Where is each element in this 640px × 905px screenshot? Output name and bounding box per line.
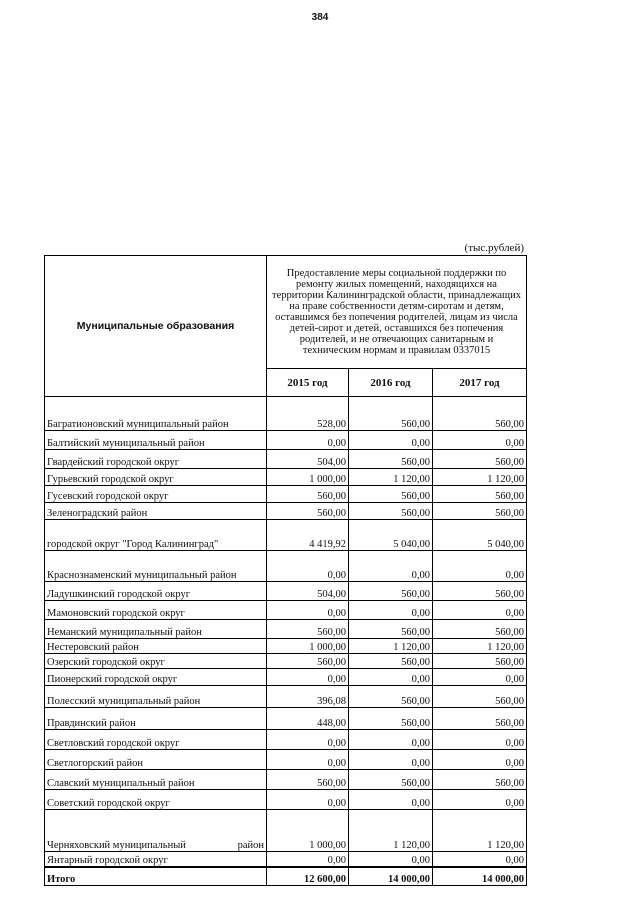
table-row — [45, 469, 527, 486]
value-2015: 448,00 — [267, 708, 349, 730]
total-label: Итого — [45, 867, 267, 886]
measure-column-header: Предоставление меры социальной поддержки по ремонту жилых помещений, находящихся на территории Калининградской области, принадлежащих на праве собственности детям-сиротам и детям, оставшимся без попечения родителей, лицам из числа детей-сирот и детей, оставшихся без попечения родителей, и не отвечающих санитарным и техническим нормам и правилам 0337015 — [267, 256, 527, 369]
table-row — [45, 582, 527, 601]
value-2017: 0,00 — [433, 790, 527, 810]
row-name: Советский городской округ — [45, 790, 267, 810]
value-2017: 1 120,00 — [433, 810, 527, 852]
year-2016-header: 2016 год — [349, 369, 433, 397]
row-name: Нестеровский район — [45, 639, 267, 654]
row-name: Балтийский муниципальный район — [45, 431, 267, 450]
row-name: Озерский городской округ — [45, 654, 267, 669]
value-2015: 560,00 — [267, 486, 349, 503]
page-number: 384 — [311, 12, 329, 23]
value-2015: 560,00 — [267, 770, 349, 790]
value-2017: 560,00 — [433, 686, 527, 708]
year-2015-header: 2015 год — [267, 369, 349, 397]
row-name: Правдинский район — [45, 708, 267, 730]
row-name: Мамоновский городской округ — [45, 601, 267, 620]
total-2017: 14 000,00 — [433, 867, 527, 886]
value-2017: 560,00 — [433, 450, 527, 469]
row-name: Янтарный городской округ — [45, 852, 267, 867]
table-row — [45, 639, 527, 654]
table-row — [45, 503, 527, 520]
value-2015: 396,08 — [267, 686, 349, 708]
table-row — [45, 620, 527, 639]
value-2016: 0,00 — [349, 750, 433, 770]
row-name — [45, 810, 267, 852]
value-2015: 0,00 — [267, 852, 349, 867]
row-name: Светловский городской округ — [45, 730, 267, 750]
value-2016: 0,00 — [349, 601, 433, 620]
value-2017: 560,00 — [433, 503, 527, 520]
value-2016: 0,00 — [349, 852, 433, 867]
value-2015: 1 000,00 — [267, 469, 349, 486]
table-row — [45, 708, 527, 730]
table-row — [45, 790, 527, 810]
value-2017: 0,00 — [433, 669, 527, 686]
value-2016: 560,00 — [349, 620, 433, 639]
table-row — [45, 551, 527, 582]
row-name: городской округ "Город Калининград" — [45, 520, 267, 551]
table-row — [45, 852, 527, 867]
row-name: Зеленоградский район — [45, 503, 267, 520]
row-name: Неманский муниципальный район — [45, 620, 267, 639]
value-2016: 560,00 — [349, 582, 433, 601]
table-row — [45, 750, 527, 770]
value-2017: 1 120,00 — [433, 469, 527, 486]
total-2015: 12 600,00 — [267, 867, 349, 886]
value-2016: 560,00 — [349, 770, 433, 790]
row-name: Полесский муниципальный район — [45, 686, 267, 708]
value-2016: 0,00 — [349, 790, 433, 810]
value-2016: 560,00 — [349, 450, 433, 469]
value-2017: 0,00 — [433, 431, 527, 450]
value-2015: 0,00 — [267, 601, 349, 620]
value-2015: 560,00 — [267, 503, 349, 520]
value-2015: 0,00 — [267, 431, 349, 450]
value-2016: 0,00 — [349, 431, 433, 450]
value-2017: 560,00 — [433, 708, 527, 730]
value-2015: 0,00 — [267, 551, 349, 582]
row-name-left: Черняховский муниципальный — [47, 840, 186, 851]
value-2015: 528,00 — [267, 397, 349, 431]
row-name-right: район — [237, 840, 264, 851]
value-2016: 560,00 — [349, 486, 433, 503]
table-row — [45, 431, 527, 450]
value-2016: 1 120,00 — [349, 469, 433, 486]
value-2017: 0,00 — [433, 551, 527, 582]
table-header-row — [45, 256, 527, 369]
row-name: Гвардейский городской округ — [45, 450, 267, 469]
value-2015: 0,00 — [267, 790, 349, 810]
value-2015: 504,00 — [267, 582, 349, 601]
row-name: Ладушкинский городской округ — [45, 582, 267, 601]
value-2017: 0,00 — [433, 730, 527, 750]
row-name: Славский муниципальный район — [45, 770, 267, 790]
value-2016: 1 120,00 — [349, 639, 433, 654]
table-row — [45, 669, 527, 686]
table-row — [45, 654, 527, 669]
table-row — [45, 686, 527, 708]
row-name: Багратионовский муниципальный район — [45, 397, 267, 431]
table-row — [45, 601, 527, 620]
value-2016: 560,00 — [349, 503, 433, 520]
value-2015: 0,00 — [267, 730, 349, 750]
row-name: Светлогорский район — [45, 750, 267, 770]
value-2017: 560,00 — [433, 654, 527, 669]
row-name: Пионерский городской округ — [45, 669, 267, 686]
total-2016: 14 000,00 — [349, 867, 433, 886]
value-2017: 560,00 — [433, 397, 527, 431]
value-2016: 5 040,00 — [349, 520, 433, 551]
value-2016: 560,00 — [349, 654, 433, 669]
row-name: Гурьевский городской округ — [45, 469, 267, 486]
value-2015: 504,00 — [267, 450, 349, 469]
value-2017: 0,00 — [433, 750, 527, 770]
value-2015: 560,00 — [267, 654, 349, 669]
value-2017: 560,00 — [433, 770, 527, 790]
table-row — [45, 730, 527, 750]
value-2015: 1 000,00 — [267, 639, 349, 654]
row-name: Гусевский городской округ — [45, 486, 267, 503]
municipality-column-header: Муниципальные образования — [45, 256, 267, 397]
value-2016: 0,00 — [349, 551, 433, 582]
value-2015: 4 419,92 — [267, 520, 349, 551]
value-2017: 5 040,00 — [433, 520, 527, 551]
value-2017: 560,00 — [433, 582, 527, 601]
table-row — [45, 486, 527, 503]
table-row — [45, 810, 527, 852]
table-row — [45, 520, 527, 551]
value-2017: 0,00 — [433, 852, 527, 867]
year-2017-header: 2017 год — [433, 369, 527, 397]
value-2016: 560,00 — [349, 708, 433, 730]
subsidy-table — [44, 255, 527, 886]
value-2016: 0,00 — [349, 669, 433, 686]
value-2017: 1 120,00 — [433, 639, 527, 654]
value-2015: 0,00 — [267, 669, 349, 686]
row-name: Краснознаменский муниципальный район — [45, 551, 267, 582]
value-2016: 0,00 — [349, 730, 433, 750]
table-row — [45, 770, 527, 790]
value-2017: 0,00 — [433, 601, 527, 620]
value-2016: 560,00 — [349, 686, 433, 708]
table-row — [45, 397, 527, 431]
value-2016: 560,00 — [349, 397, 433, 431]
value-2015: 0,00 — [267, 750, 349, 770]
value-2017: 560,00 — [433, 486, 527, 503]
table-row — [45, 450, 527, 469]
total-row — [45, 867, 527, 886]
value-2017: 560,00 — [433, 620, 527, 639]
value-2016: 1 120,00 — [349, 810, 433, 852]
unit-label: (тыс.рублей) — [464, 242, 524, 254]
value-2015: 1 000,00 — [267, 810, 349, 852]
value-2015: 560,00 — [267, 620, 349, 639]
